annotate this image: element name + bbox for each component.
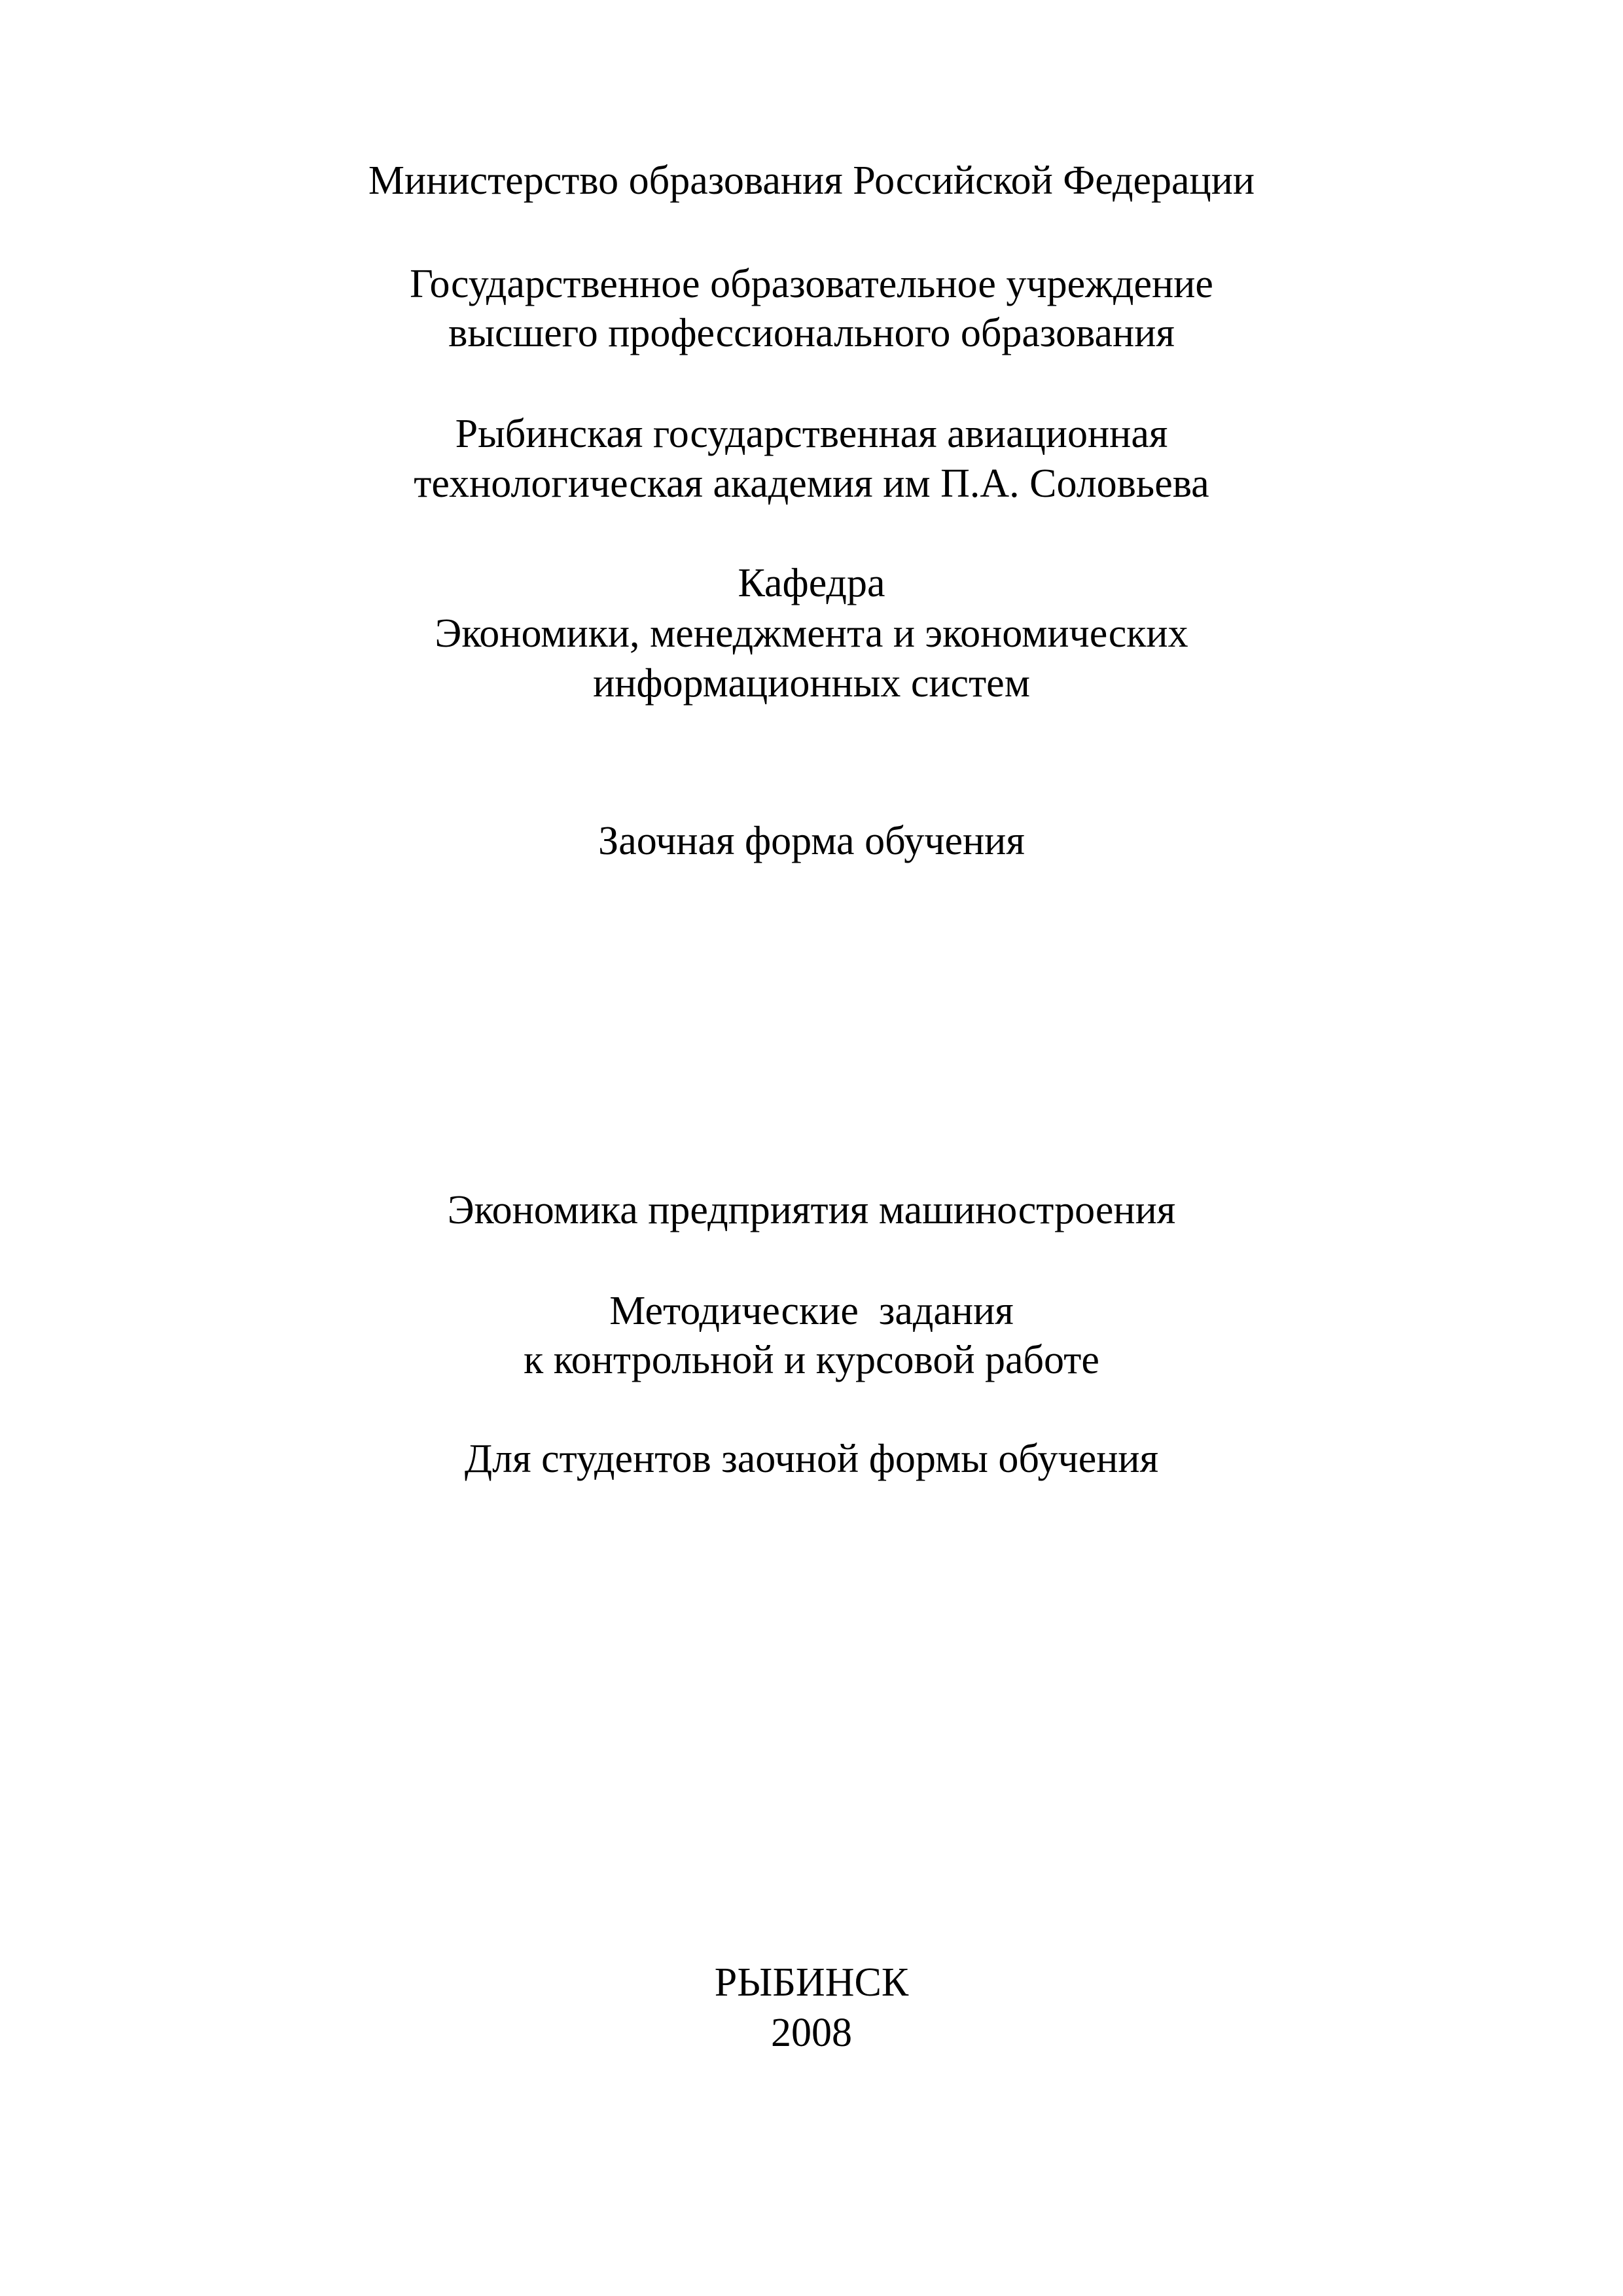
audience: Для студентов заочной формы обучения (464, 1437, 1159, 1481)
department-name-line-1: Экономики, менеджмента и экономических (435, 611, 1188, 656)
study-form: Заочная форма обучения (598, 819, 1025, 863)
city: РЫБИНСК (714, 1960, 909, 2005)
institution-type-line-2: высшего профессионального образования (448, 311, 1175, 355)
document-type-line-2: к контрольной и курсовой работе (524, 1338, 1099, 1382)
academy-name-line-2: технологическая академия им П.А. Соловьева (414, 461, 1209, 506)
academy-name-line-1: Рыбинская государственная авиационная (455, 412, 1168, 456)
department-name-line-2: информационных систем (593, 661, 1030, 706)
course-title: Экономика предприятия машиностроения (447, 1188, 1176, 1232)
institution-type-line-1: Государственное образовательное учреждение (410, 262, 1213, 306)
year: 2008 (771, 2011, 852, 2055)
document-type-line-1: Методические задания (609, 1289, 1014, 1333)
ministry-line: Министерство образования Российской Федерации (368, 158, 1255, 203)
department-heading: Кафедра (738, 561, 885, 605)
